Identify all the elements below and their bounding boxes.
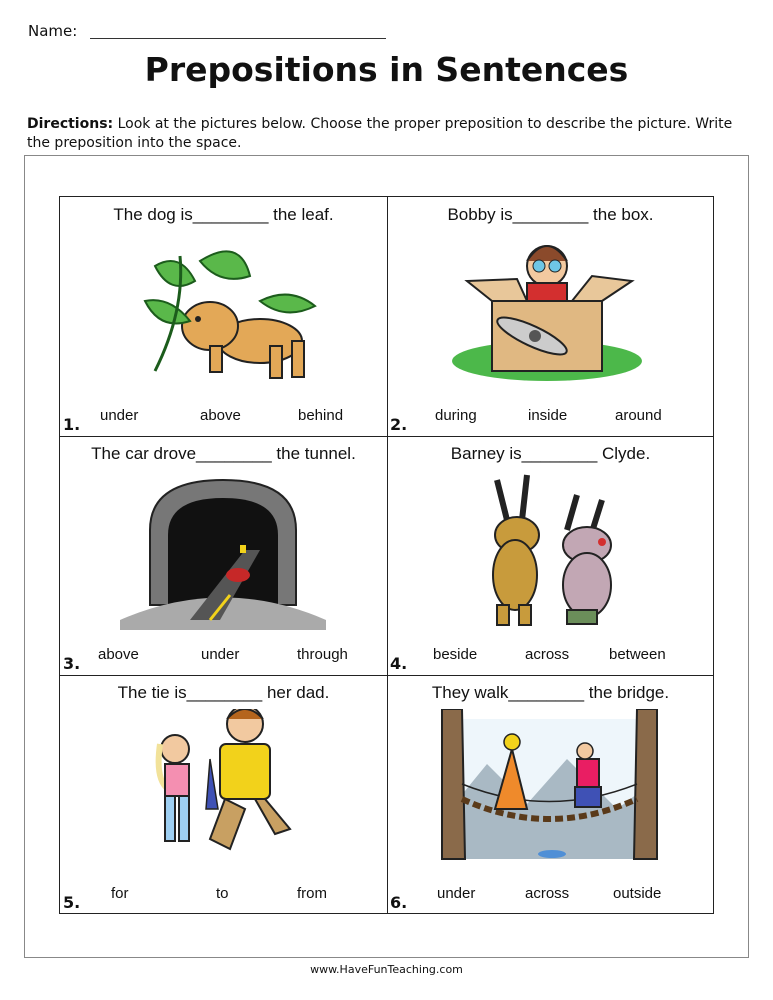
item-number: 5.: [63, 893, 81, 912]
directions: [27, 115, 747, 153]
option-1: during: [435, 407, 477, 424]
dog-leaf-picture: [60, 231, 387, 391]
exercise-grid: [59, 196, 714, 914]
option-2: across: [525, 646, 570, 663]
exercise-5: [60, 675, 387, 914]
page-title: Prepositions in Sentences: [144, 50, 629, 89]
exercise-4: [387, 436, 714, 675]
exercise-3: [60, 436, 387, 675]
rabbits-picture: [387, 470, 714, 630]
option-3: outside: [613, 885, 662, 902]
item-number: 2.: [390, 415, 408, 434]
sentence: The car drove________ the tunnel.: [91, 444, 356, 463]
option-3: around: [615, 407, 662, 424]
tunnel-picture: [60, 470, 387, 630]
item-number: 4.: [390, 654, 408, 673]
exercise-6: [387, 675, 714, 914]
option-3: between: [609, 646, 666, 663]
item-number: 1.: [63, 415, 81, 434]
option-3: through: [297, 646, 348, 663]
option-3: from: [297, 885, 327, 902]
sentence: Barney is________ Clyde.: [450, 444, 651, 463]
option-1: beside: [433, 646, 478, 663]
option-2: above: [200, 407, 241, 424]
option-3: behind: [298, 407, 344, 424]
bridge-picture: [387, 709, 714, 869]
exercise-1: [60, 197, 387, 436]
directions-label: Directions:: [27, 116, 114, 132]
boy-box-picture: [387, 231, 714, 391]
option-2: across: [525, 885, 570, 902]
option-2: to: [216, 885, 229, 902]
option-1: under: [437, 885, 476, 902]
option-2: inside: [528, 407, 568, 424]
name-label: Name:: [28, 22, 78, 40]
footer-url: www.HaveFunTeaching.com: [310, 963, 463, 976]
item-number: 3.: [63, 654, 81, 673]
item-number: 6.: [390, 893, 408, 912]
girl-dad-tie-picture: [60, 709, 387, 869]
sentence: Bobby is________ the box.: [447, 205, 654, 224]
sentence: They walk________ the bridge.: [431, 683, 670, 702]
directions-text: Look at the pictures below. Choose the proper preposition to describe the picture. Write the preposition into the space.: [27, 116, 733, 151]
option-1: for: [111, 885, 129, 902]
exercise-2: [387, 197, 714, 436]
name-line[interactable]: [90, 38, 386, 39]
sentence: The dog is________ the leaf.: [113, 205, 334, 224]
sentence: The tie is________ her dad.: [117, 683, 330, 702]
option-2: under: [201, 646, 240, 663]
option-1: above: [98, 646, 139, 663]
option-1: under: [100, 407, 139, 424]
